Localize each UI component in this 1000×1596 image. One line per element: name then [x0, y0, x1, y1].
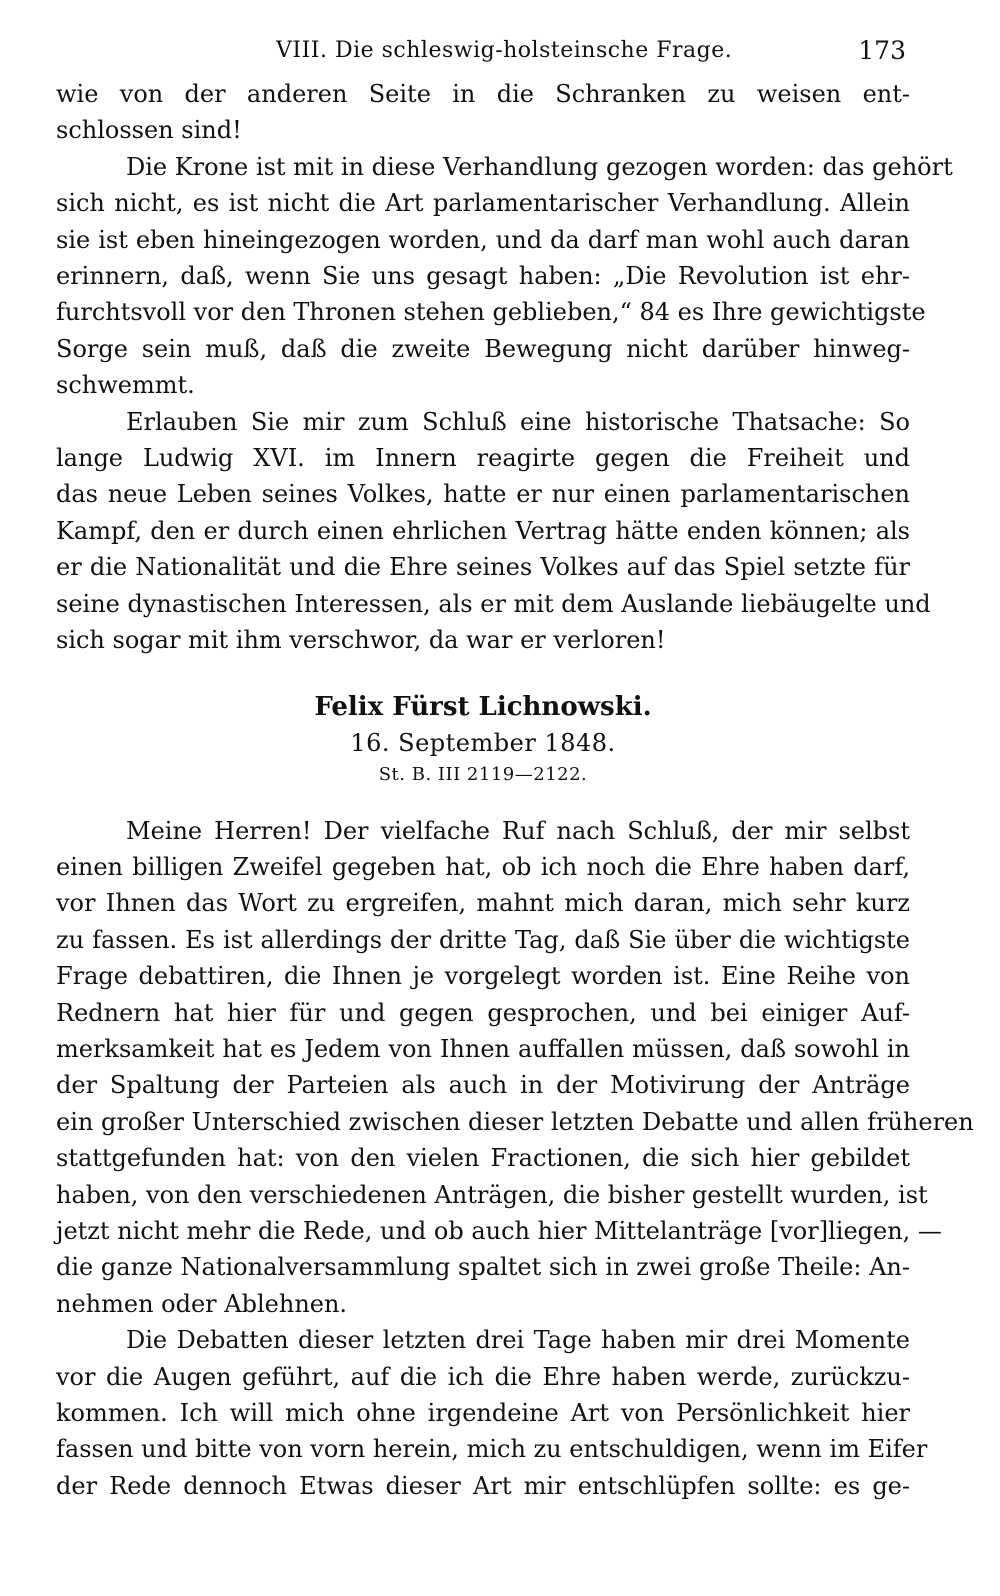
text-line: fassen und bitte von vorn herein, mich zu entschuldigen, wenn im Eifer [56, 1435, 928, 1464]
paragraph [56, 404, 931, 659]
text-line: Sorge sein muß, daß die zweite Bewegung nicht darüber hinweg- [56, 334, 910, 363]
text-line: erinnern, daß, wenn Sie uns gesagt haben: „Die Revolution ist ehr- [56, 262, 910, 291]
text-line: der Rede dennoch Etwas dieser Art mir entschlüpfen sollte: es ge- [56, 1471, 910, 1500]
text-line: nehmen oder Ablehnen. [56, 1289, 348, 1318]
paragraph [56, 813, 974, 1323]
paragraph [56, 1322, 928, 1504]
text-line: einen billigen Zweifel gegeben hat, ob ich noch die Ehre haben darf, [56, 852, 910, 881]
text-line: Die Debatten dieser letzten drei Tage haben mir drei Momente [126, 1326, 910, 1355]
text-line: seine dynastischen Interessen, als er mit dem Auslande liebäugelte und [56, 589, 931, 618]
text-line: sie ist eben hineingezogen worden, und da darf man wohl auch daran [56, 225, 910, 254]
text-line: das neue Leben seines Volkes, hatte er nur einen parlamentarischen [56, 480, 910, 509]
text-line: Kampf, den er durch einen ehrlichen Vertrag hätte enden können; als [56, 516, 910, 545]
text-line: er die Nationalität und die Ehre seines Volkes auf das Spiel setzte für [56, 553, 910, 582]
text-line: vor die Augen geführt, auf die ich die Ehre haben werde, zurückzu- [56, 1362, 910, 1391]
text-line: Meine Herren! Der vielfache Ruf nach Schluß, der mir selbst [126, 816, 910, 845]
speaker-heading: Felix Fürst Lichnowski. [314, 691, 652, 722]
text-line: merksamkeit hat es Jedem von Ihnen auffallen müssen, daß sowohl in [56, 1034, 910, 1063]
text-line: stattgefunden hat: von den vielen Fractionen, die sich hier gebildet [56, 1144, 910, 1173]
text-line: schwemmt. [56, 371, 195, 400]
text-line: furchtsvoll vor den Thronen stehen geblieben,“ 84 es Ihre gewichtigste [56, 298, 926, 327]
text-line: Erlauben Sie mir zum Schluß eine historische Thatsache: So [126, 407, 910, 436]
text-line: jetzt nicht mehr die Rede, und ob auch hier Mittelanträge [vor]liegen, — [56, 1216, 942, 1245]
book-page [56, 34, 974, 1504]
text-line: lange Ludwig XVI. im Innern reagirte gegen die Freiheit und [56, 444, 910, 473]
source-reference: St. B. III 2119—2122. [378, 763, 588, 785]
text-line: der Spaltung der Parteien als auch in der Motivirung der Anträge [56, 1071, 910, 1100]
page-number: 173 [858, 36, 906, 65]
text-line: Die Krone ist mit in diese Verhandlung gezogen worden: das gehört [126, 152, 953, 181]
text-line: vor Ihnen das Wort zu ergreifen, mahnt mich daran, mich sehr kurz [56, 889, 910, 918]
text-line: die ganze Nationalversammlung spaltet sich in zwei große Theile: An- [56, 1253, 910, 1282]
paragraph [56, 149, 953, 404]
text-line: zu fassen. Es ist allerdings der dritte Tag, daß Sie über die wichtigste [56, 925, 910, 954]
text-line: sich sogar mit ihm verschwor, da war er verloren! [56, 626, 666, 655]
text-line: sich nicht, es ist nicht die Art parlamentarischer Verhandlung. Allein [56, 189, 910, 218]
text-line: haben, von den verschiedenen Anträgen, die bisher gestellt wurden, ist [56, 1180, 928, 1209]
running-title: VIII. Die schleswig-holsteinsche Frage. [276, 38, 733, 63]
running-head [56, 34, 910, 74]
text-line: ein großer Unterschied zwischen dieser letzten Debatte und allen früheren [56, 1107, 974, 1136]
text-block-bottom [56, 813, 974, 1505]
text-line: Rednern hat hier für und gegen gesprochen, und bei einiger Auf- [56, 998, 910, 1027]
text-line: kommen. Ich will mich ohne irgendeine Art von Persönlichkeit hier [56, 1399, 910, 1427]
text-block-top [56, 76, 953, 659]
speech-date: 16. September 1848. [350, 728, 616, 757]
text-line: wie von der anderen Seite in die Schranken zu weisen ent- [56, 80, 910, 108]
text-line: Frage debattiren, die Ihnen je vorgelegt worden ist. Eine Reihe von [56, 962, 910, 991]
text-line: schlossen sind! [56, 116, 242, 145]
paragraph [56, 76, 910, 149]
